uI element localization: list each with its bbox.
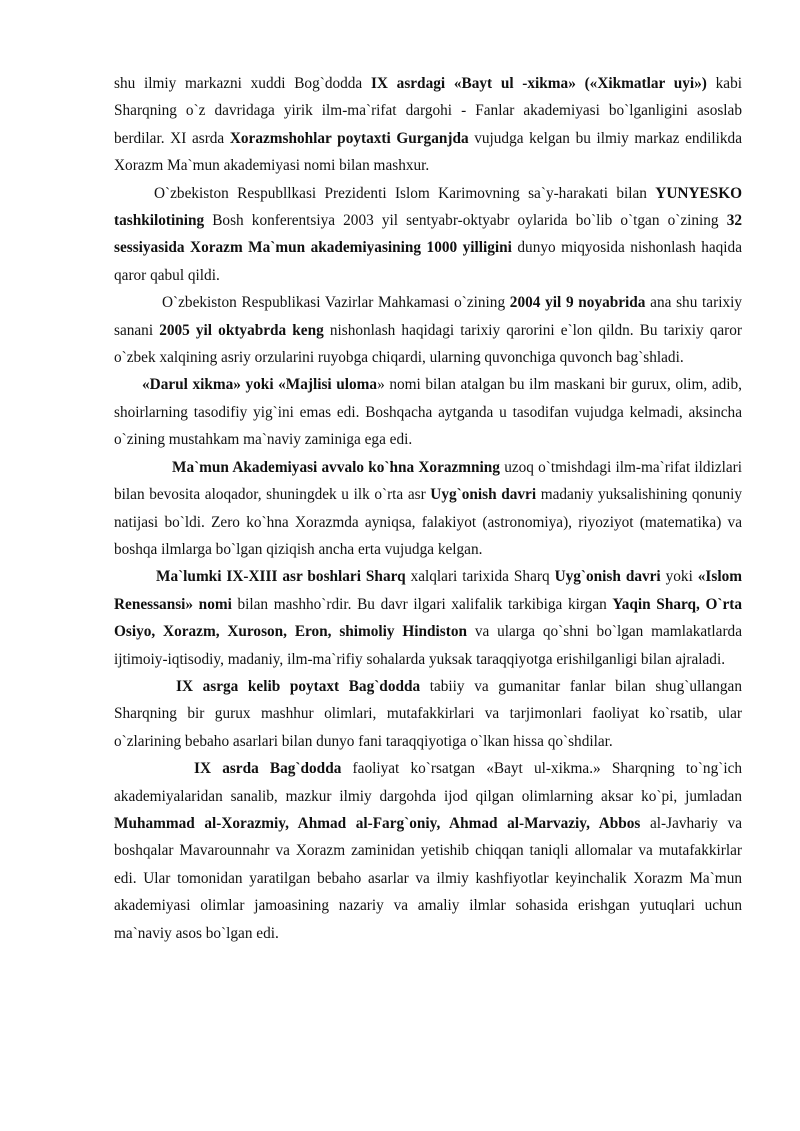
- paragraph-7: [114, 673, 742, 755]
- bold-text-run: «Islom Renessansi» nomi: [114, 568, 742, 613]
- bold-text-run: Xorazmshohlar poytaxti Gurganjda: [229, 129, 469, 147]
- paragraph-5: [114, 454, 742, 564]
- text-run: dunyo miqyosida nishonlash haqida qaror qabul qildi.: [114, 239, 742, 284]
- bold-text-run: YUNYESKO tashkilotining: [114, 184, 742, 230]
- text-run: uzoq o`tmishdagi ilm-ma`rifat ildizlari bilan bevosita aloqador, shuningdek u ilk o`rta asr: [114, 458, 742, 504]
- bold-text-run: 32 sessiyasida Xorazm Ma`mun akademiyasining 1000 yilligini: [114, 212, 742, 257]
- bold-text-run: Ma`lumki IX-XIII asr boshlari Sharq: [156, 568, 406, 586]
- text-run: tabiiy va gumanitar fanlar bilan shug`ullangan Sharqning bir gurux mashhur olimlari, mutafakkirlari va tarjimonlari faoliyat ko`rsatib, ular o`zlarining bebaho asarlari bilan dunyo fani taraqqiyotiga o`lkan hissa qo`shdilar.: [114, 677, 742, 750]
- bold-text-run: IX asrga kelib poytaxt Bag`dodda: [176, 677, 421, 695]
- text-run: madaniy yuksalishining qonuniy natijasi bo`ldi. Zero ko`hna Xorazmda ayniqsa, falakiyot (astronomiya), riyoziyot (matematika) va boshqa ilmlarga bo`lgan qiziqish ancha erta vujudga kelgan.: [114, 486, 742, 558]
- text-run: » nomi bilan atalgan bu ilm maskani bir gurux, olim, adib, shoirlarning tasodifiy yig`ini emas edi. Boshqacha aytganda u tasodifan vujudga kelmadi, aksincha o`zining mustahkam ma`naviy zaminiga ega edi.: [114, 376, 743, 449]
- paragraph-1: [114, 70, 742, 180]
- bold-text-run: Yaqin Sharq, O`rta Osiyo, Xorazm, Xuroson, Eron, shimoliy Hindiston: [114, 595, 742, 641]
- document-page: [114, 70, 742, 947]
- bold-text-run: «Darul xikma» yoki «Majlisi uloma: [142, 376, 378, 394]
- text-run: vujudga kelgan bu ilmiy markaz endilikda Xorazm Ma`mun akademiyasi nomi bilan mashxur.: [114, 129, 742, 175]
- bold-text-run: Uyg`onish davri: [554, 568, 661, 586]
- bold-text-run: Muhammad al-Xorazmiy, Ahmad al-Farg`oniy, Ahmad al-Marvaziy, Abbos: [114, 814, 641, 832]
- text-run: bilan mashho`rdir. Bu davr ilgari xalifalik tarkibiga kirgan: [231, 595, 613, 613]
- text-run: ana shu tarixiy sanani: [114, 294, 742, 339]
- bold-text-run: 2004 yil 9 noyabrida: [509, 294, 646, 312]
- bold-text-run: IX asrda Bag`dodda: [194, 760, 342, 778]
- text-run: kabi Sharqning o`z davridaga yirik ilm-ma`rifat dargohi - Fanlar akademiyasi bo`lganligini asoslab berdilar. XI asrda: [114, 75, 742, 147]
- text-run: O`zbekiston Respubllkasi Prezidenti Islom Karimovning sa`y-harakati bilan: [154, 184, 656, 202]
- paragraph-8: [114, 755, 742, 947]
- text-run: Bosh konferentsiya 2003 yil sentyabr-oktyabr oylarida bo`lib o`tgan o`zining: [204, 212, 727, 230]
- paragraph-3: [114, 289, 742, 371]
- paragraph-6: [114, 563, 742, 673]
- bold-text-run: 2005 yil oktyabrda keng: [159, 321, 324, 339]
- text-run: O`zbekiston Respublikasi Vazirlar Mahkamasi o`zining: [162, 294, 510, 312]
- bold-text-run: Uyg`onish davri: [430, 486, 537, 504]
- text-run: nishonlash haqidagi tarixiy qarorini e`lon qildn. Bu tarixiy qaror o`zbek xalqining asriy orzularini ruyobga chiqardi, ularning quvonchiga quvonch bag`shladi.: [114, 321, 743, 367]
- bold-text-run: IX asrdagi «Bayt ul -xikma» («Xikmatlar uyi»): [370, 75, 707, 92]
- text-run: shu ilmiy markazni xuddi Bog`dodda: [114, 75, 371, 92]
- bold-text-run: Ma`mun Akademiyasi avvalo ko`hna Xorazmning: [172, 458, 500, 476]
- paragraph-2: [114, 180, 742, 290]
- text-run: faoliyat ko`rsatgan «Bayt ul-xikma.» Sharqning to`ng`ich akademiyalaridan sanalib, mazkur ilmiy dargohda ijod qilgan olimlarning aksar ko`pi, jumladan: [114, 760, 743, 805]
- paragraph-4: [114, 371, 742, 453]
- text-run: xalqlari tarixida Sharq: [405, 568, 555, 586]
- text-run: va ularga qo`shni bo`lgan mamlakatlarda ijtimoiy-iqtisodiy, madaniy, ilm-ma`rifiy sohalarda yuksak taraqqiyotga erishilganligi bilan ajraladi.: [114, 623, 742, 668]
- text-run: al-Javhariy va boshqalar Mavarounnahr va Xorazm zaminidan yetishib chiqqan taniqli allomalar va mutafakkirlar edi. Ular tomonidan yaratilgan bebaho asarlar va ilmiy kashfiyotlar keyinchalik Xorazm Ma`mun akademiyasi olimlar jamoasining nazariy va amaliy ilmlar sohasida erishgan yutuqlari uchun ma`naviy asos bo`lgan edi.: [114, 814, 742, 942]
- text-run: yoki: [660, 568, 698, 586]
